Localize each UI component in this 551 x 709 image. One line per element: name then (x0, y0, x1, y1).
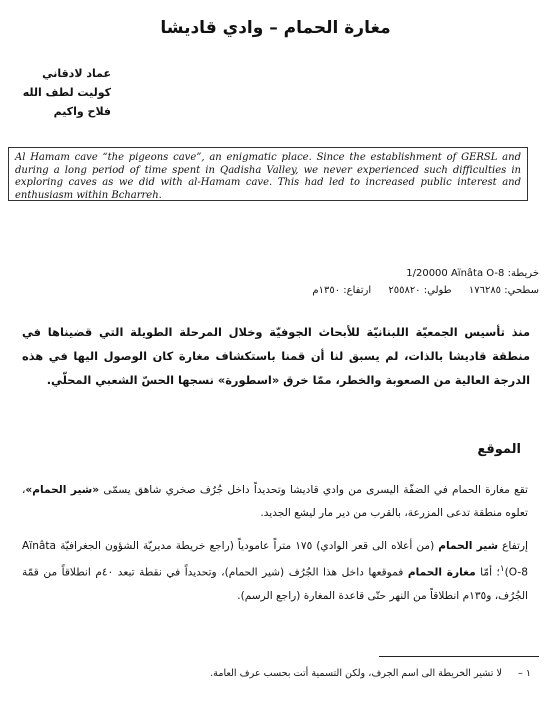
footnote-divider (379, 656, 539, 657)
para1-text-b: ، تعلوه منطقة تدعى المزرعة، بالقرب من دير مار ليشع الجديد. (22, 484, 528, 519)
english-abstract-box: Al Hamam cave “the pigeons cave”, an enigmatic place. Since the establishment of GERSL and during a long period of time spent in Qadisha Valley, we never experienced such difficulties in exploring caves as we did with al-Hamam cave. This had led to increased public interest and enthusiasm within Bcharreh. (8, 147, 528, 201)
para2-bold-cave: مغارة الحمام (407, 566, 476, 579)
para2-map-ref: Aïnâta O-8 (22, 540, 528, 579)
section-heading-location: الموقع (477, 442, 521, 457)
altitude-value: ١٣٥٠م (312, 285, 341, 296)
para1-bold-name: «شير الحمام» (25, 484, 100, 496)
author-name: عماد لادقاني (42, 67, 111, 80)
surface-value: ١٧٦٢٨٥ (468, 285, 502, 296)
longitude-label: طولي: (423, 285, 452, 296)
footnote (210, 668, 531, 679)
location-paragraph-1 (22, 479, 528, 525)
map-label: خريطة: (507, 268, 539, 279)
surface-label: سطحي: (504, 285, 539, 296)
coordinates-line (209, 285, 539, 296)
para2-text-c: ) (504, 566, 509, 579)
location-paragraph-2 (22, 535, 528, 608)
para2-text-a: إرتفاع (502, 540, 528, 552)
para2-text-e: فموقعها داخل هذا الجُرُف (شير الحمام)، وتحديداً في نقطة تبعد ٤٠م انطلاقاً من قمّة الجُرُف، و١٣٥م انطلاقاً من النهر حتّى قاعدة المغارة (راجع الرسم). (22, 566, 528, 602)
intro-paragraph: منذ تأسيس الجمعيّة اللبنانيّة للأبحاث الجوفيّة وخلال المرحلة الطويلة التي قضيناها في منطقة قاديشا بالذات، لم يسبق لنا أن قمنا باستكشاف مغارة كان الوصول اليها في هذه الدرجة العالية من الصعوبة والخطر، ممّا خرق «اسطورة» نسجها الحسّ الشعبي المحلّي. (22, 325, 530, 387)
author-name: كوليت لطف الله (22, 86, 111, 99)
map-value: 1/20000 Aïnâta O-8 (406, 268, 505, 279)
footnote-number: ١ – (517, 668, 531, 679)
footnote-marker: ١ (499, 564, 505, 574)
para2-text-b: (من أعلاه الى قعر الوادي) ١٧٥ متراً عامودياً (راجع خريطة مديريّة الشؤون الجغرافيّة (60, 540, 435, 552)
para2-text-d: ؛ أمّا (480, 566, 500, 579)
para2-bold-name: شير الحمام (438, 540, 499, 552)
para1-text-a: تقع مغارة الحمام في الضفّة اليسرى من وادي قاديشا وتحديداً داخل جُرُف صخري شاهق يسمّى (103, 484, 529, 496)
map-reference-line (209, 268, 539, 279)
author-list (23, 64, 111, 121)
longitude-value: ٢٥٥٨٢٠ (388, 285, 421, 296)
document-title: مغارة الحمام – وادي قاديشا (160, 18, 391, 38)
footnote-text: لا تشير الخريطة الى اسم الجرف، ولكن التسمية أتت بحسب عرف العامة. (210, 668, 502, 679)
author-name: فلاح واكيم (53, 105, 111, 118)
altitude-label: ارتفاع: (343, 285, 372, 296)
